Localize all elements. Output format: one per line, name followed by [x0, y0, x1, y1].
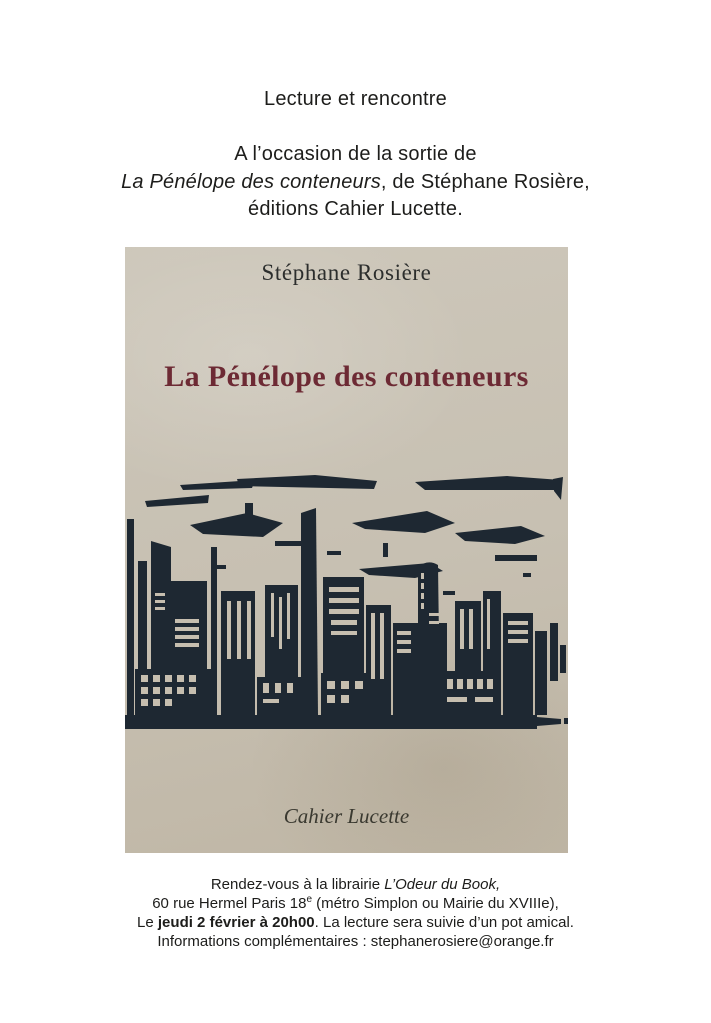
event-type-heading: Lecture et rencontre	[264, 88, 447, 110]
publisher-line: éditions Cahier Lucette.	[248, 198, 463, 220]
event-details	[0, 875, 711, 951]
intro-paragraph	[0, 141, 711, 224]
venue-name-italic: L’Odeur du Book,	[384, 876, 501, 893]
venue-text: Rendez-vous à la librairie	[210, 876, 385, 893]
linocut-cityscape-artwork	[125, 473, 568, 739]
address-superscript: e	[306, 894, 313, 905]
datetime-line	[0, 913, 711, 932]
contact-line: Informations complémentaires : stephanerosiere@orange.fr	[157, 933, 554, 950]
book-author-text: , de Stéphane Rosière,	[380, 170, 590, 193]
cover-title: La Pénélope des conteneurs	[164, 360, 529, 393]
book-title-italic: La Pénélope des conteneurs	[121, 170, 381, 193]
address-text-rest: (métro Simplon ou Mairie du XVIIIe),	[312, 895, 559, 912]
date-bold: jeudi 2 février à 20h00	[157, 914, 315, 931]
date-suffix: . La lecture sera suivie d’un pot amical.	[314, 914, 574, 931]
venue-line	[0, 875, 711, 894]
address-line	[0, 894, 711, 913]
cover-publisher: Cahier Lucette	[283, 804, 410, 828]
date-prefix: Le	[137, 914, 158, 931]
address-text: 60 rue Hermel Paris 18	[152, 895, 307, 912]
occasion-line: A l’occasion de la sortie de	[234, 143, 477, 165]
cover-author: Stéphane Rosière	[261, 260, 432, 285]
book-cover	[125, 247, 568, 853]
book-line	[0, 169, 711, 197]
